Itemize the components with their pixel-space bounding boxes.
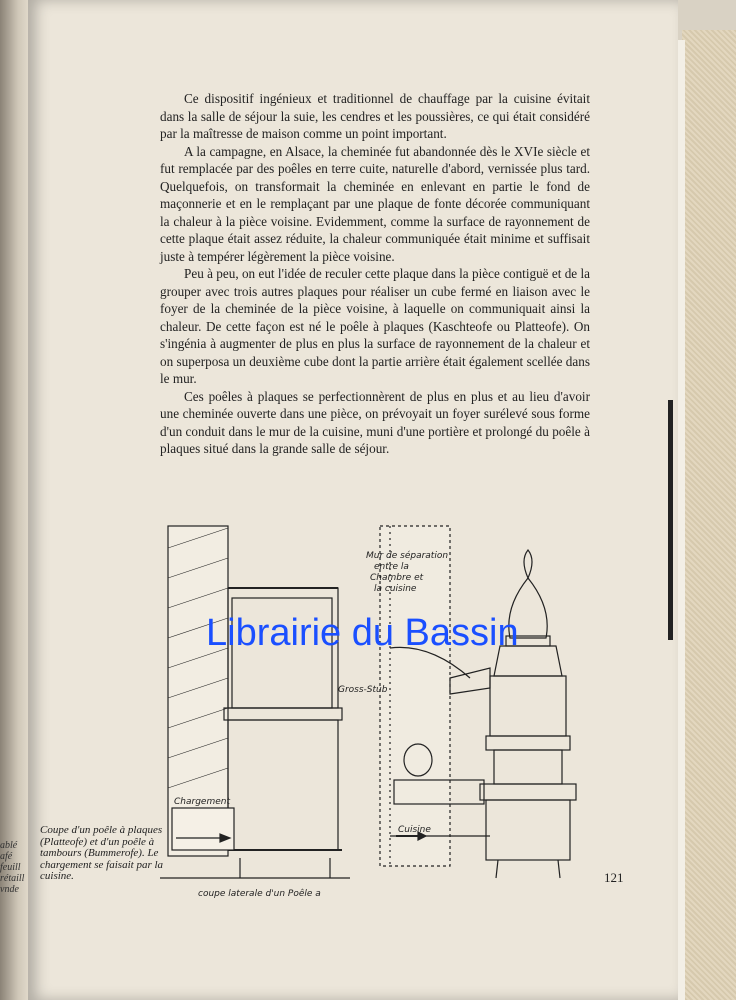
mur-label-3: Chambre et: [370, 573, 424, 583]
chargement-label: Chargement: [174, 797, 230, 807]
paragraph-2: A la campagne, en Alsace, la cheminée fut abandonnée dès le XVIe siècle et fut remplacée par des poêles en terre cuite, naturelle d'abord, vernissée plus tard. Quelquefois, on transformait la cheminée en enlevant en partie le fond de maçonnerie et en le remplaçant par une plaque de fonte décorée communiquant la chaleur à la pièce voisine. Evidemment, comme la surface de rayonnement de cette plaque était assez réduite, la chaleur communiquée était minime et suffisait juste à tempérer légèrement la pièce voisine.: [160, 143, 590, 264]
book-cover-cloth: [682, 30, 736, 1000]
page-marker: [668, 400, 673, 640]
figure-caption: Coupe d'un poêle à plaques (Platteofe) et d'un poêle à tambours (Bummerofe). Le chargement se faisait par la cuisine.: [40, 824, 164, 882]
mur-label-2: entre la: [374, 562, 409, 572]
watermark: Librairie du Bassin: [206, 612, 519, 654]
stove-drawing: [160, 518, 590, 898]
page-number: 121: [604, 870, 624, 885]
mur-label-1: Mur de séparation: [366, 551, 449, 561]
paragraph-1: Ce dispositif ingénieux et traditionnel de chauffage par la cuisine évitait dans la salle de séjour la suie, les cendres et les poussières, ce qui était considéré par la maîtresse de maison comme un point important.: [160, 91, 590, 141]
gross-stub-label: Gross-Stub: [338, 685, 388, 695]
previous-page-edge: [0, 0, 30, 1000]
stove-illustration: [160, 518, 590, 898]
mur-label-4: la cuisine: [374, 584, 417, 594]
paragraph-4: Ces poêles à plaques se perfectionnèrent de plus en plus et au lieu d'avoir une cheminée ouverte dans une pièce, on prévoyait un foyer surélevé sous forme d'un conduit dans le mur de la cuisine, muni d'une portière et prolongé du poêle à plaques situé dans la grande salle de séjour.: [160, 388, 590, 456]
body-text: [160, 90, 590, 458]
paragraph-3: Peu à peu, on eut l'idée de reculer cette plaque dans la pièce contiguë et de la grouper avec trois autres plaques pour réaliser un cube fermé en liaison avec le foyer de la cheminée de la pièce voisine, à laquelle on communiquait ainsi la chaleur. De cette façon est né le poêle à plaques (Kaschteofe ou Platteofe). On s'ingénia à augmenter de plus en plus la surface de rayonnement de la chaleur et on superposa un deuxième cube dont la partie arrière était également scellée dans le mur.: [160, 266, 590, 386]
cuisine-label: Cuisine: [398, 825, 431, 835]
coupe-label: coupe laterale d'un Poêle a: [198, 889, 321, 898]
previous-page-text: ablé afé feuill rétaill vnde: [0, 840, 25, 895]
